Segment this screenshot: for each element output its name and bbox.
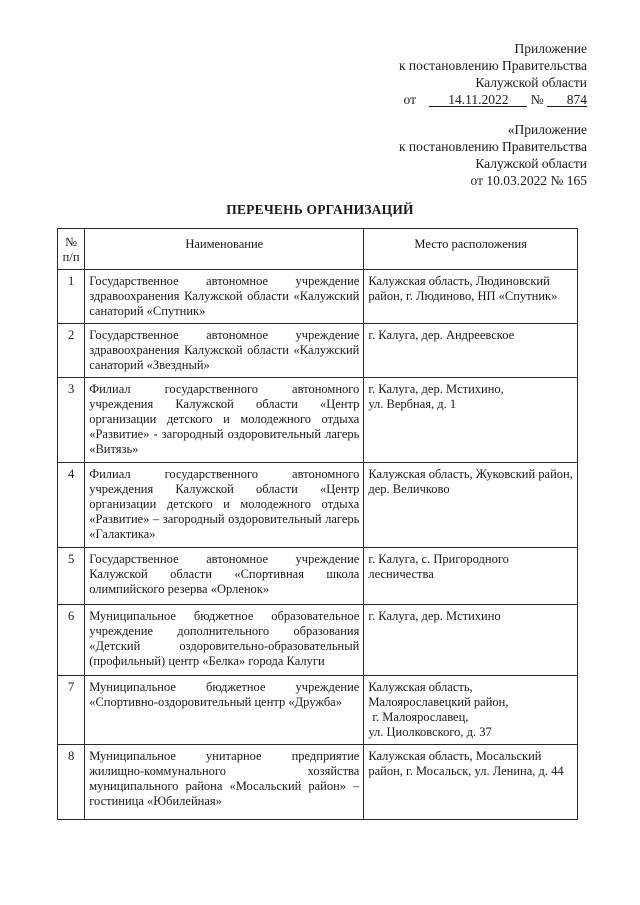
row-num: 5: [58, 548, 85, 605]
row-num: 2: [58, 324, 85, 378]
row-location: [364, 745, 578, 820]
row-name: Филиал государственного автономного учреждения Калужской области «Центр организации детского и молодежного отдыха «Развитие» - загородный оздоровительный лагерь «Витязь»: [85, 378, 364, 463]
location-line: г. Калуга, дер. Мстихино,: [368, 382, 504, 396]
header-name: Наименование: [85, 229, 364, 270]
table-row: [58, 676, 578, 745]
location-line: г. Малоярославец,: [372, 710, 469, 724]
row-location: [364, 676, 578, 745]
original-appendix-line-2: к постановлению Правительства: [398, 139, 587, 154]
row-location: [364, 463, 578, 548]
appendix-line-3: Калужской области: [475, 75, 587, 90]
row-num: 8: [58, 745, 85, 820]
organizations-table: [57, 228, 578, 820]
table-row: [58, 378, 578, 463]
row-num: 1: [58, 270, 85, 324]
row-location: [364, 605, 578, 676]
row-num: 4: [58, 463, 85, 548]
row-location: [364, 548, 578, 605]
page-title: ПЕРЕЧЕНЬ ОРГАНИЗАЦИЙ: [226, 202, 414, 217]
number-label: №: [530, 92, 544, 107]
location-line: ул. Циолковского, д. 37: [368, 725, 492, 739]
resolution-date: 14.11.2022: [429, 93, 527, 107]
table-row: [58, 548, 578, 605]
original-appendix-line-3: Калужской области: [475, 156, 587, 171]
row-name: Муниципальное бюджетное учреждение «Спортивно-оздоровительный центр «Дружба»: [85, 676, 364, 745]
row-name: Государственное автономное учреждение здравоохранения Калужской области «Калужский санаторий «Звездный»: [85, 324, 364, 378]
location-line: Малоярославецкий район,: [368, 695, 509, 709]
original-appendix-line-4: от 10.03.2022 № 165: [470, 173, 587, 188]
original-appendix-line-1: «Приложение: [507, 122, 587, 137]
appendix-header: [399, 40, 587, 108]
original-appendix-header: [399, 121, 587, 189]
table-row: [58, 605, 578, 676]
location-line: Калужская область, Людиновский район, г. Людиново, НП «Спутник»: [368, 274, 558, 303]
location-line: г. Калуга, дер. Андреевское: [368, 328, 515, 342]
row-location: [364, 324, 578, 378]
row-name: Филиал государственного автономного учреждения Калужской области «Центр организации детского и молодежного отдыха «Развитие» – загородный оздоровительный лагерь «Галактика»: [85, 463, 364, 548]
row-location: [364, 378, 578, 463]
table-row: [58, 463, 578, 548]
location-line: г. Калуга, с. Пригородного лесничества: [368, 552, 509, 581]
row-num: 7: [58, 676, 85, 745]
location-line: Калужская область, Мосальский район, г. Мосальск, ул. Ленина, д. 44: [368, 749, 564, 778]
location-line: г. Калуга, дер. Мстихино: [368, 609, 501, 623]
table-row: [58, 324, 578, 378]
resolution-number: 874: [547, 93, 587, 107]
header-num: № п/п: [58, 229, 85, 270]
row-name: Муниципальное унитарное предприятие жилищно-коммунального хозяйства муниципального района «Мосальский район» – гостиница «Юбилейная»: [85, 745, 364, 820]
row-name: Муниципальное бюджетное образовательное учреждение дополнительного образования «Детский оздоровительно-образовательный (профильный) центр «Белка» города Калуги: [85, 605, 364, 676]
appendix-line-2: к постановлению Правительства: [398, 58, 587, 73]
table-header-row: [58, 229, 578, 270]
row-location: [364, 270, 578, 324]
table-row: [58, 745, 578, 820]
row-num: 3: [58, 378, 85, 463]
location-line: ул. Вербная, д. 1: [368, 397, 457, 411]
row-name: Государственное автономное учреждение здравоохранения Калужской области «Калужский санаторий «Спутник»: [85, 270, 364, 324]
location-line: Калужская область, Жуковский район, дер. Величково: [368, 467, 573, 496]
appendix-date-line: [399, 91, 587, 108]
location-line: Калужская область,: [368, 680, 473, 694]
from-label: от: [403, 92, 416, 107]
row-name: Государственное автономное учреждение Калужской области «Спортивная школа олимпийского резерва «Орленок»: [85, 548, 364, 605]
header-location: Место расположения: [364, 229, 578, 270]
table-row: [58, 270, 578, 324]
row-num: 6: [58, 605, 85, 676]
appendix-line-1: Приложение: [514, 41, 587, 56]
